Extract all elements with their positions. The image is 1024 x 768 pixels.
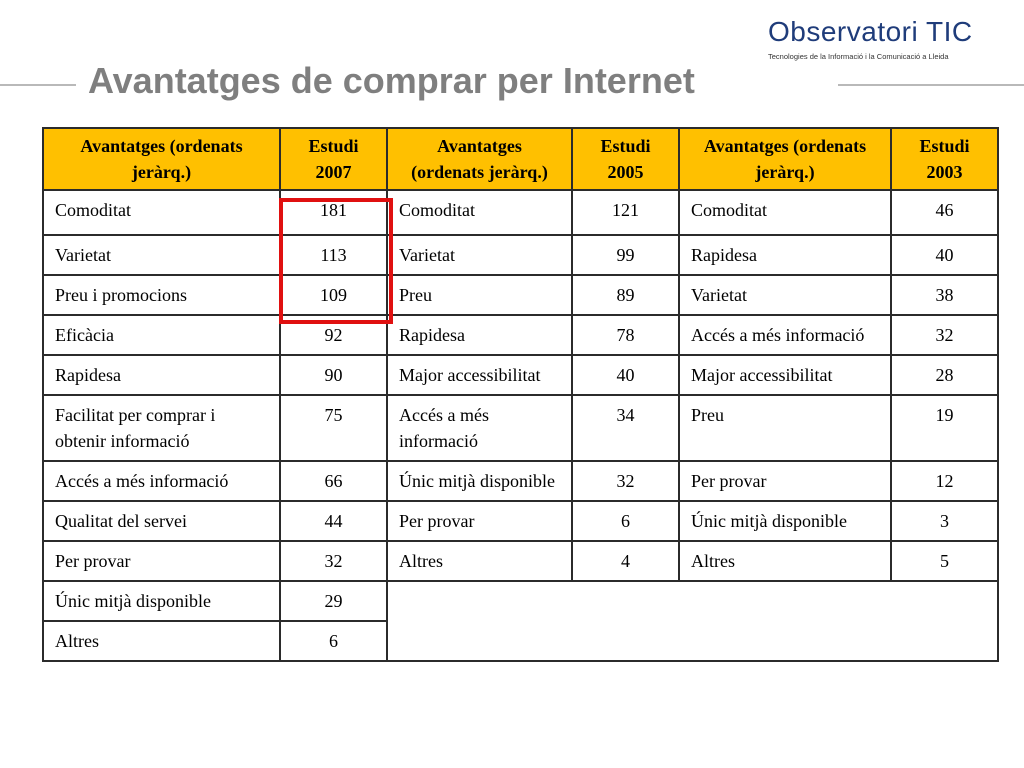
table-cell: 5 bbox=[891, 541, 998, 581]
table-row bbox=[43, 190, 998, 235]
table-row bbox=[43, 395, 998, 461]
slide-title: Avantatges de comprar per Internet bbox=[88, 60, 695, 101]
table-row bbox=[43, 315, 998, 355]
table-cell: Varietat bbox=[387, 235, 572, 275]
table-cell: 12 bbox=[891, 461, 998, 501]
table-cell: 6 bbox=[572, 501, 679, 541]
table-cell: 4 bbox=[572, 541, 679, 581]
table-cell: 109 bbox=[280, 275, 387, 315]
table-cell: 92 bbox=[280, 315, 387, 355]
table-cell: 28 bbox=[891, 355, 998, 395]
header-study-2003: Estudi 2003 bbox=[891, 128, 998, 190]
table-cell: 66 bbox=[280, 461, 387, 501]
table-row bbox=[43, 581, 998, 621]
header-advantages-2003: Avantatges (ordenats jeràrq.) bbox=[679, 128, 891, 190]
table-cell: Accés a més informació bbox=[43, 461, 280, 501]
table-cell: 113 bbox=[280, 235, 387, 275]
table-cell: Per provar bbox=[387, 501, 572, 541]
table-cell: Altres bbox=[387, 541, 572, 581]
table-row bbox=[43, 461, 998, 501]
table-row bbox=[43, 235, 998, 275]
table-cell: 32 bbox=[572, 461, 679, 501]
table-cell: Major accessibilitat bbox=[679, 355, 891, 395]
table-row bbox=[43, 275, 998, 315]
table-cell: Qualitat del servei bbox=[43, 501, 280, 541]
table-cell: Preu i promocions bbox=[43, 275, 280, 315]
table-cell: Altres bbox=[43, 621, 280, 661]
table-cell: 40 bbox=[891, 235, 998, 275]
table-row bbox=[43, 355, 998, 395]
table-cell: Per provar bbox=[679, 461, 891, 501]
table-cell: Accés a més informació bbox=[387, 395, 572, 461]
table-cell: Eficàcia bbox=[43, 315, 280, 355]
header-advantages-2005: Avantatges (ordenats jeràrq.) bbox=[387, 128, 572, 190]
table-cell: Únic mitjà disponible bbox=[387, 461, 572, 501]
observatori-tic-logo bbox=[760, 16, 1016, 64]
table-cell: Varietat bbox=[43, 235, 280, 275]
table-cell: Comoditat bbox=[43, 190, 280, 235]
table-cell: Facilitat per comprar i obtenir informació bbox=[43, 395, 280, 461]
table-cell: 29 bbox=[280, 581, 387, 621]
table-cell: Únic mitjà disponible bbox=[43, 581, 280, 621]
table-cell: 19 bbox=[891, 395, 998, 461]
table-cell: Preu bbox=[679, 395, 891, 461]
table-cell: Comoditat bbox=[387, 190, 572, 235]
table-cell: 90 bbox=[280, 355, 387, 395]
table-header-row bbox=[43, 128, 998, 190]
table-cell: 32 bbox=[280, 541, 387, 581]
empty-cell bbox=[387, 581, 998, 661]
table-cell: Accés a més informació bbox=[679, 315, 891, 355]
table-cell: 32 bbox=[891, 315, 998, 355]
table-cell: 38 bbox=[891, 275, 998, 315]
table-cell: Rapidesa bbox=[387, 315, 572, 355]
table-cell: Únic mitjà disponible bbox=[679, 501, 891, 541]
table-cell: 44 bbox=[280, 501, 387, 541]
table-cell: 46 bbox=[891, 190, 998, 235]
table-row bbox=[43, 541, 998, 581]
table-row bbox=[43, 501, 998, 541]
logo-name: Observatori TIC bbox=[768, 16, 973, 47]
header-study-2007: Estudi 2007 bbox=[280, 128, 387, 190]
table-cell: 75 bbox=[280, 395, 387, 461]
logo-subtitle: Tecnologies de la Informació i la Comunicació a Lleida bbox=[768, 52, 949, 61]
table-cell: Major accessibilitat bbox=[387, 355, 572, 395]
table-cell: 3 bbox=[891, 501, 998, 541]
table-cell: 121 bbox=[572, 190, 679, 235]
table-cell: Rapidesa bbox=[43, 355, 280, 395]
advantages-table bbox=[42, 127, 999, 662]
table-cell: 78 bbox=[572, 315, 679, 355]
title-rule-left bbox=[0, 84, 76, 86]
table-cell: 181 bbox=[280, 190, 387, 235]
table-cell: 6 bbox=[280, 621, 387, 661]
table-cell: 40 bbox=[572, 355, 679, 395]
table-cell: Comoditat bbox=[679, 190, 891, 235]
table-cell: Rapidesa bbox=[679, 235, 891, 275]
table-cell: Per provar bbox=[43, 541, 280, 581]
header-advantages-2007: Avantatges (ordenats jeràrq.) bbox=[43, 128, 280, 190]
table-cell: 89 bbox=[572, 275, 679, 315]
table-cell: Varietat bbox=[679, 275, 891, 315]
header-study-2005: Estudi 2005 bbox=[572, 128, 679, 190]
table-cell: Altres bbox=[679, 541, 891, 581]
table-cell: 34 bbox=[572, 395, 679, 461]
table-cell: 99 bbox=[572, 235, 679, 275]
title-rule-right bbox=[838, 84, 1024, 86]
table-cell: Preu bbox=[387, 275, 572, 315]
